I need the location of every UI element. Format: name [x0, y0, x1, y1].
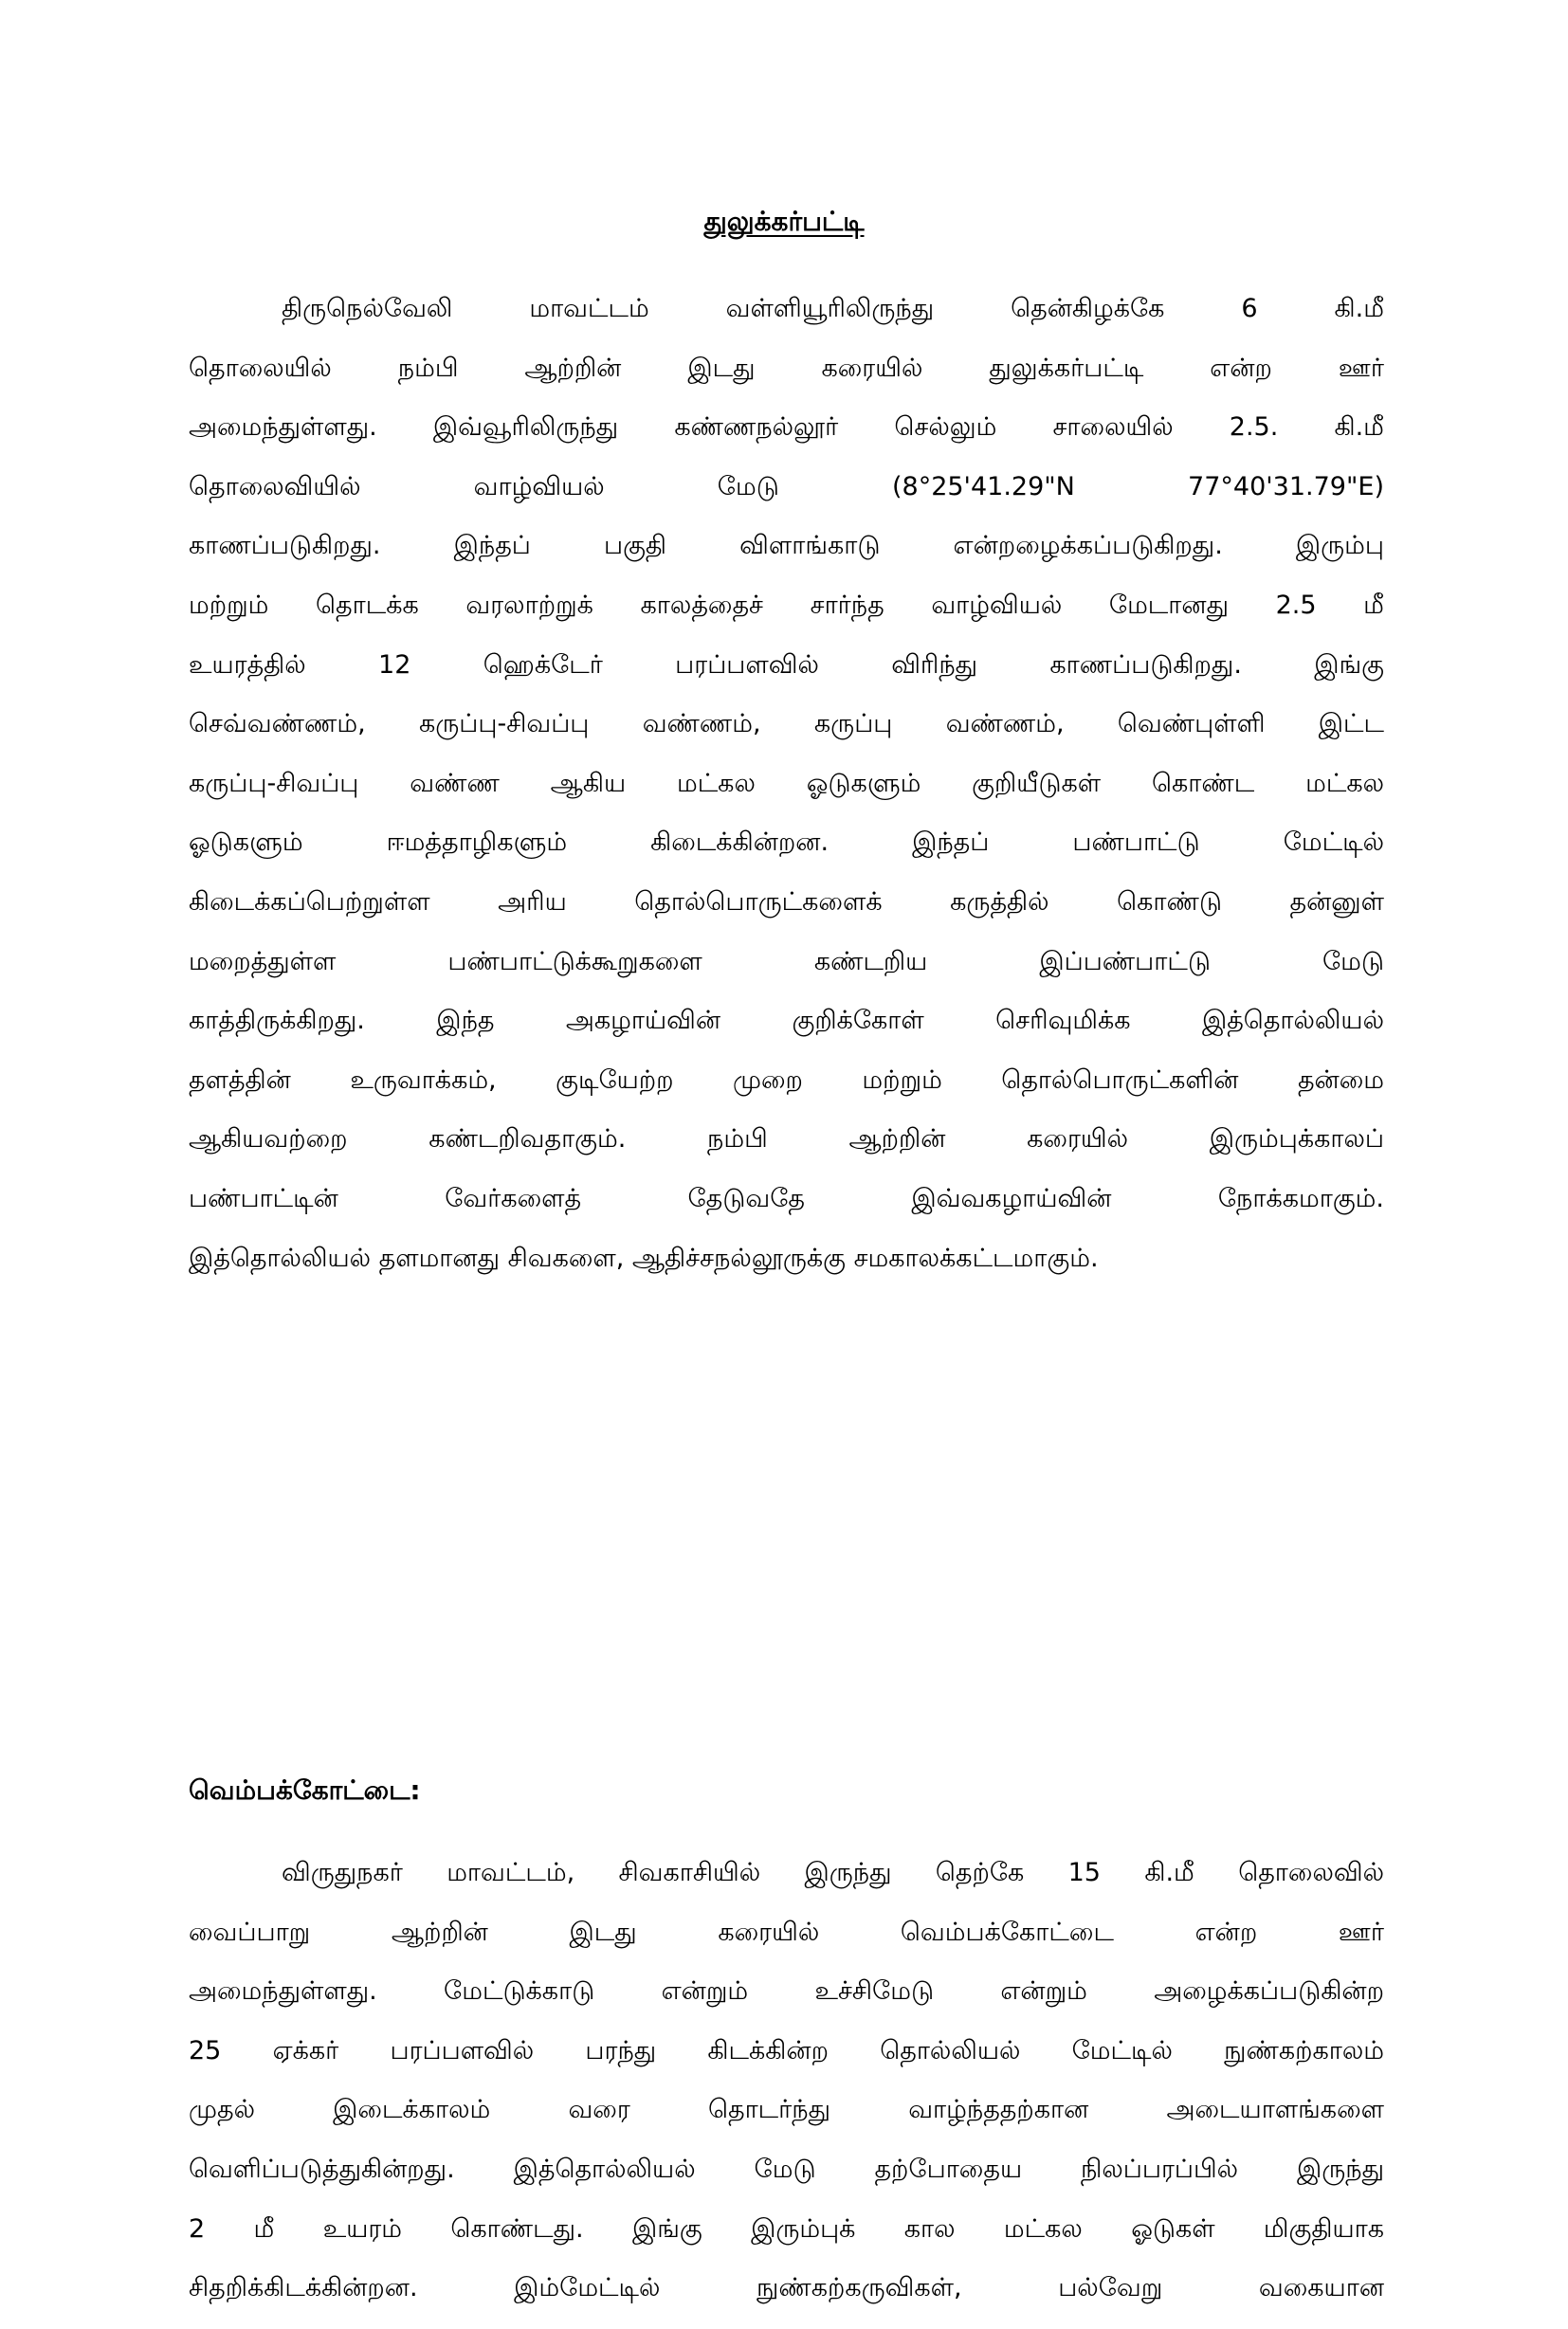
paragraph-line: 2 மீ உயரம் கொண்டது. இங்கு இரும்புக் கால மட்கல ஓடுகள் மிகுதியாக	[189, 2213, 1384, 2244]
paragraph-line: தொலையில் நம்பி ஆற்றின் இடது கரையில் துலுக்கர்பட்டி என்ற ஊர்	[189, 353, 1384, 383]
paragraph-line: உயரத்தில் 12 ஹெக்டேர் பரப்பளவில் விரிந்து காணப்படுகிறது. இங்கு	[189, 649, 1384, 680]
paragraph-line: மறைத்துள்ள பண்பாட்டுக்கூறுகளை கண்டறிய இப்பண்பாட்டு மேடு	[189, 946, 1384, 976]
paragraph-line: மற்றும் தொடக்க வரலாற்றுக் காலத்தைச் சார்ந்த வாழ்வியல் மேடானது 2.5 மீ	[189, 590, 1384, 620]
paragraph-line: வைப்பாறு ஆற்றின் இடது கரையில் வெம்பக்கோட்டை என்ற ஊர்	[189, 1917, 1384, 1947]
paragraph-line: திருநெல்வேலி மாவட்டம் வள்ளியூரிலிருந்து தென்கிழக்கே 6 கி.மீ	[282, 294, 1384, 323]
paragraph-line: சிதறிக்கிடக்கின்றன. இம்மேட்டில் நுண்கற்கருவிகள், பல்வேறு வகையான	[189, 2273, 1384, 2303]
page-title: துலுக்கர்பட்டி	[703, 206, 865, 237]
paragraph-line: முதல் இடைக்காலம் வரை தொடர்ந்து வாழ்ந்ததற்கான அடையாளங்களை	[189, 2095, 1384, 2125]
paragraph-line: செவ்வண்ணம், கருப்பு-சிவப்பு வண்ணம், கருப்பு வண்ணம், வெண்புள்ளி இட்ட	[189, 709, 1384, 739]
paragraph-line: அமைந்துள்ளது. இவ்வூரிலிருந்து கண்ணநல்லூர் செல்லும் சாலையில் 2.5. கி.மீ	[189, 412, 1384, 443]
paragraph-line: விருதுநகர் மாவட்டம், சிவகாசியில் இருந்து தெற்கே 15 கி.மீ தொலைவில்	[282, 1858, 1384, 1887]
paragraph-line: இத்தொல்லியல் தளமானது சிவகளை, ஆதிச்சநல்லூருக்கு சமகாலக்கட்டமாகும்.	[189, 1243, 1099, 1273]
paragraph-line: ஓடுகளும் ஈமத்தாழிகளும் கிடைக்கின்றன. இந்தப் பண்பாட்டு மேட்டில்	[189, 828, 1384, 858]
paragraph-line: தளத்தின் உருவாக்கம், குடியேற்ற முறை மற்றும் தொல்பொருட்களின் தன்மை	[189, 1064, 1384, 1095]
paragraph-line: பண்பாட்டின் வேர்களைத் தேடுவதே இவ்வகழாய்வின் நோக்கமாகும்.	[189, 1183, 1384, 1213]
paragraph-line: அமைந்துள்ளது. மேட்டுக்காடு என்றும் உச்சிமேடு என்றும் அழைக்கப்படுகின்ற	[189, 1976, 1384, 2007]
paragraph-thulukkarpatti	[189, 290, 1384, 1299]
paragraph-line: தொலைவியில் வாழ்வியல் மேடு (8°25'41.29"N 77°40'31.79"E)	[189, 471, 1384, 501]
paragraph-line: காணப்படுகிறது. இந்தப் பகுதி விளாங்காடு என்றழைக்கப்படுகிறது. இரும்பு	[189, 531, 1384, 561]
paragraph-line: காத்திருக்கிறது. இந்த அகழாய்வின் குறிக்கோள் செரிவுமிக்க இத்தொல்லியல்	[189, 1006, 1384, 1036]
paragraph-line: கருப்பு-சிவப்பு வண்ண ஆகிய மட்கல ஓடுகளும் குறியீடுகள் கொண்ட மட்கல	[189, 768, 1384, 798]
section-heading-vembakottai: வெம்பக்கோட்டை:	[189, 1774, 421, 1806]
paragraph-line: கிடைக்கப்பெற்றுள்ள அரிய தொல்பொருட்களைக் கருத்தில் கொண்டு தன்னுள்	[189, 886, 1384, 917]
paragraph-line: வெளிப்படுத்துகின்றது. இத்தொல்லியல் மேடு தற்போதைய நிலப்பரப்பில் இருந்து	[189, 2154, 1384, 2184]
paragraph-line: 25 ஏக்கர் பரப்பளவில் பரந்து கிடக்கின்ற தொல்லியல் மேட்டில் நுண்கற்காலம்	[189, 2035, 1384, 2065]
paragraph-vembakottai	[189, 1854, 1384, 2329]
paragraph-line: ஆகியவற்றை கண்டறிவதாகும். நம்பி ஆற்றின் கரையில் இரும்புக்காலப்	[189, 1124, 1384, 1155]
